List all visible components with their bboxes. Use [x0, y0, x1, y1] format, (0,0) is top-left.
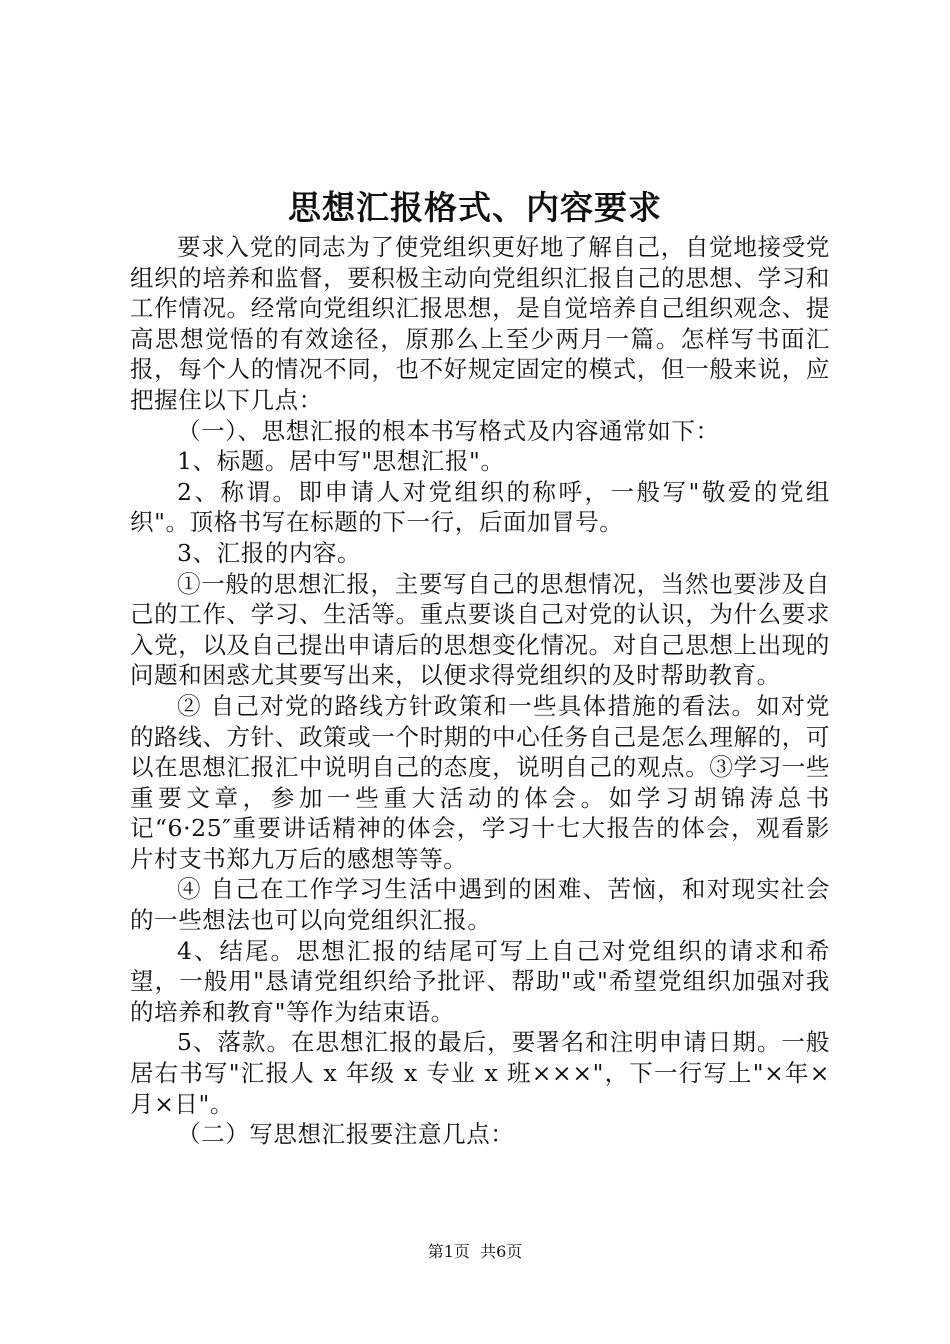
paragraph-content-point-1: ①一般的思想汇报，主要写自己的思想情况，当然也要涉及自己的工作、学习、生活等。重点要谈自己对党的认识，为什么要求入党，以及自己提出申请后的思想变化情况。对自己思想上出现的问题和困惑尤其要写出来，以便求得党组织的及时帮助教育。	[130, 569, 830, 690]
page-number-current: 第1页	[427, 1242, 470, 1261]
paragraph-item-salutation: 2、称谓。即申请人对党组织的称呼，一般写"敬爱的党组织"。顶格书写在标题的下一行，后面加冒号。	[130, 477, 830, 537]
paragraph-section-one-heading: （一）、思想汇报的根本书写格式及内容通常如下：	[177, 416, 720, 445]
paragraph-item-ending: 4、结尾。思想汇报的结尾可写上自己对党组织的请求和希望，一般用"恳请党组织给予批评、帮助"或"希望党组织加强对我的培养和教育"等作为结束语。	[130, 936, 830, 1026]
paragraph-item-title: 1、标题。居中写"思想汇报"。	[177, 447, 505, 476]
paragraph-section-two-heading: （二）写思想汇报要注意几点：	[177, 1120, 515, 1149]
page-number-total: 共6页	[480, 1242, 523, 1261]
document-body	[130, 232, 830, 1150]
footer-separator	[470, 1242, 480, 1261]
paragraph-intro: 要求入党的同志为了使党组织更好地了解自己，自觉地接受党组织的培养和监督，要积极主动向党组织汇报自己的思想、学习和工作情况。经常向党组织汇报思想，是自觉培养自己组织观念、提高思想觉悟的有效途径，原那么上至少两月一篇。怎样写书面汇报，每个人的情况不同，也不好规定固定的模式，但一般来说，应把握住以下几点：	[130, 233, 830, 414]
paragraph-content-point-2-3: ② 自己对党的路线方针政策和一些具体措施的看法。如对党的路线、方针、政策或一个时期的中心任务自己是怎么理解的，可以在思想汇报汇中说明自己的态度，说明自己的观点。③学习一些重要文章，参加一些重大活动的体会。如学习胡锦涛总书记“6·25″重要讲话精神的体会，学习十七大报告的体会，观看影片村支书郑九万后的感想等等。	[130, 691, 830, 873]
page-footer	[0, 1240, 950, 1264]
document-title: 思想汇报格式、内容要求	[288, 188, 662, 227]
paragraph-item-signature: 5、落款。在思想汇报的最后，要署名和注明申请日期。一般居右书写"汇报人 x 年级 x 专业 x 班×××"，下一行写上"×年×月×日"。	[130, 1028, 830, 1118]
paragraph-content-point-4: ④ 自己在工作学习生活中遇到的困难、苦恼，和对现实社会的一些想法也可以向党组织汇报。	[130, 875, 830, 935]
paragraph-item-content: 3、汇报的内容。	[177, 538, 362, 567]
